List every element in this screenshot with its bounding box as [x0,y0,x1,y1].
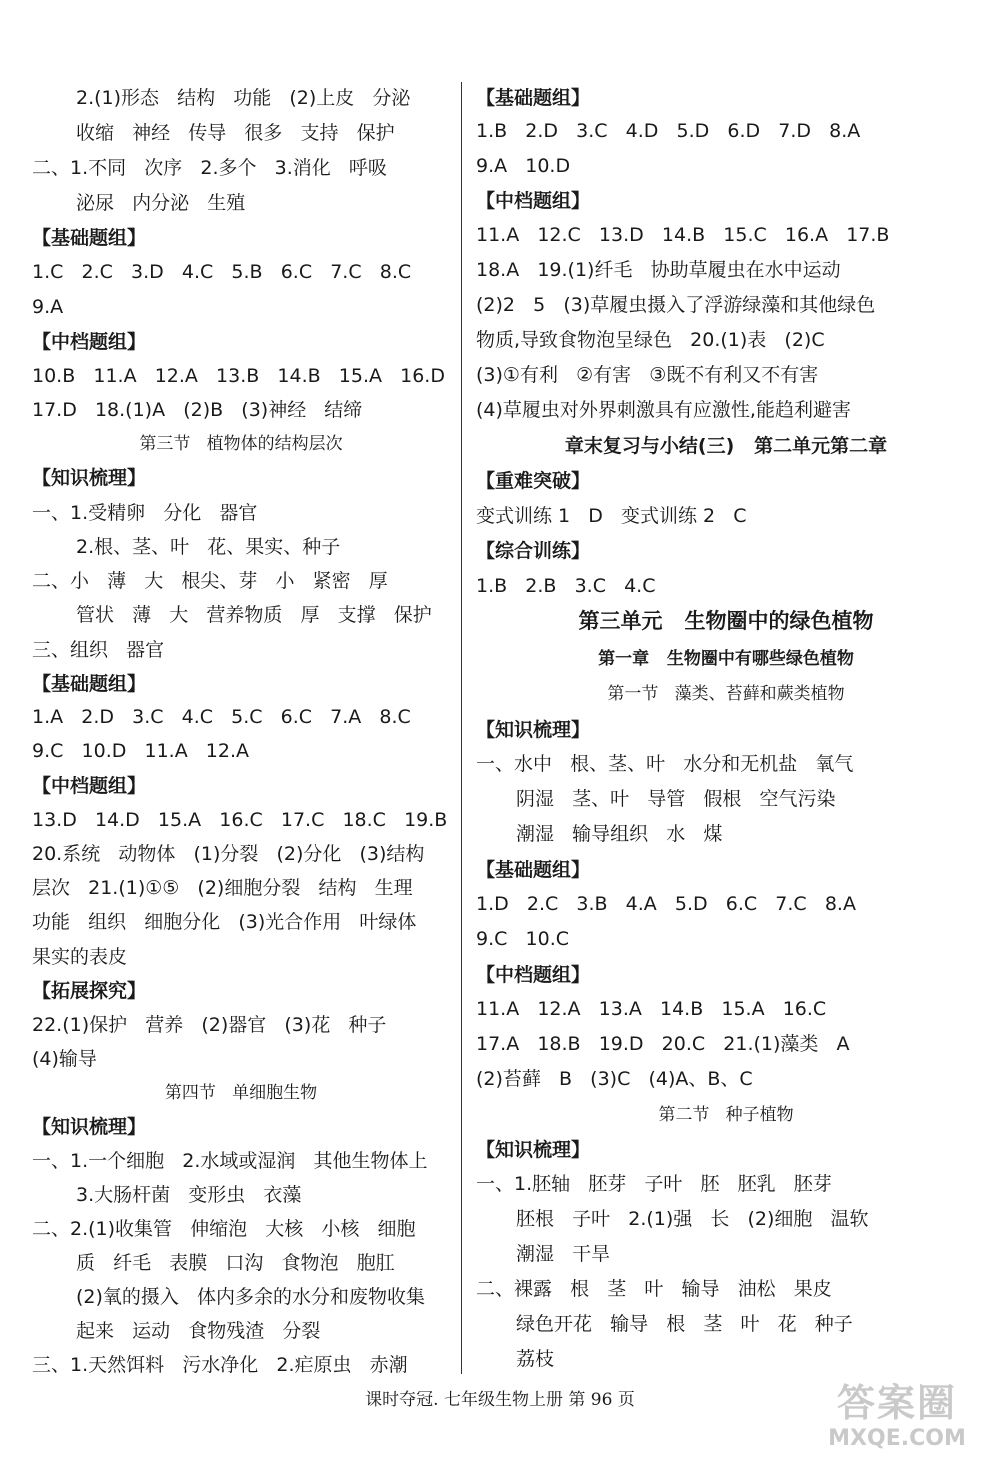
answer-line: 一、1.胚轴 胚芽 子叶 胚 胚乳 胚芽 [476,1173,832,1195]
answer-line: 9.C 10.D 11.A 12.A [32,740,250,762]
section-label: 【基础题组】 [476,87,591,109]
section-heading: 第四节 单细胞生物 [164,1083,318,1103]
answer-line: 变式训练 1 D 变式训练 2 C [476,505,747,527]
section-label: 【知识梳理】 [476,719,591,741]
answer-line: 二、1.不同 次序 2.多个 3.消化 呼吸 [32,157,387,179]
page-footer: 课时夺冠. 七年级生物上册 第 96 页 [365,1390,635,1410]
section-label: 【知识梳理】 [32,1116,147,1138]
answer-line: 20.系统 动物体 (1)分裂 (2)分化 (3)结构 [32,843,425,865]
answer-line: 11.A 12.A 13.A 14.B 15.A 16.C [476,998,827,1020]
unit-heading: 第三单元 生物圈中的绿色植物 [578,609,874,633]
watermark-text: 答案圈 [836,1381,957,1425]
answer-line: 二、2.(1)收集管 伸缩泡 大核 小核 细胞 [32,1218,416,1240]
answer-line: (2)2 5 (3)草履虫摄入了浮游绿藻和其他绿色 [476,294,876,316]
section-label: 【中档题组】 [32,775,147,797]
answer-line: 物质,导致食物泡呈绿色 20.(1)表 (2)C [476,329,825,351]
section-label: 【重难突破】 [476,470,591,492]
section-label: 【知识梳理】 [476,1139,591,1161]
answer-line: 11.A 12.C 13.D 14.B 15.C 16.A 17.B [476,224,890,246]
chapter-heading: 第一章 生物圈中有哪些绿色植物 [598,649,854,669]
answer-line: 1.B 2.B 3.C 4.C [476,575,656,597]
answer-line: 18.A 19.(1)纤毛 协助草履虫在水中运动 [476,259,841,281]
section-label: 【中档题组】 [32,331,147,353]
section-label: 【基础题组】 [476,859,591,881]
answer-line: 泌尿 内分泌 生殖 [76,192,246,214]
answer-line: 22.(1)保护 营养 (2)器官 (3)花 种子 [32,1014,387,1036]
section-label: 【综合训练】 [476,540,591,562]
answer-line: (4)草履虫对外界刺激具有应激性,能趋利避害 [476,399,851,421]
answer-line: 一、水中 根、茎、叶 水分和无机盐 氧气 [476,753,854,775]
answer-line: 1.B 2.D 3.C 4.D 5.D 6.D 7.D 8.A [476,120,861,142]
answer-line: 绿色开花 输导 根 茎 叶 花 种子 [516,1313,853,1335]
answer-line: 1.C 2.C 3.D 4.C 5.B 6.C 7.C 8.C [32,261,412,283]
answer-line: 9.A [32,296,64,318]
answer-line: 功能 组织 细胞分化 (3)光合作用 叶绿体 [32,911,417,933]
answer-line: 潮湿 输导组织 水 煤 [516,823,723,845]
answer-line: 17.D 18.(1)A (2)B (3)神经 结缔 [32,399,363,421]
answer-line: 2.(1)形态 结构 功能 (2)上皮 分泌 [76,87,411,109]
chapter-review-heading: 章末复习与小结(三) 第二单元第二章 [564,435,888,457]
answer-line: (2)氧的摄入 体内多余的水分和废物收集 [76,1286,426,1308]
section-label: 【拓展探究】 [32,980,147,1002]
section-label: 【知识梳理】 [32,467,147,489]
answer-line: 二、裸露 根 茎 叶 输导 油松 果皮 [476,1278,832,1300]
section-label: 【中档题组】 [476,190,591,212]
answer-line: 10.B 11.A 12.A 13.B 14.B 15.A 16.D [32,365,445,387]
answer-line: 1.A 2.D 3.C 4.C 5.C 6.C 7.A 8.C [32,706,411,728]
answer-line: 9.C 10.C [476,928,569,950]
answer-line: 3.大肠杆菌 变形虫 衣藻 [76,1184,302,1206]
answer-line: 阴湿 茎、叶 导管 假根 空气污染 [516,788,836,810]
answer-line: (3)①有利 ②有害 ③既不有利又不有害 [476,364,819,386]
section-heading: 第三节 植物体的结构层次 [139,434,343,454]
answer-line: 果实的表皮 [32,946,128,968]
answer-line: (2)苔藓 B (3)C (4)A、B、C [476,1068,753,1090]
answer-line: 9.A 10.D [476,155,571,177]
watermark-url: MXQE.COM [828,1426,966,1451]
answer-line: 三、1.天然饵料 污水净化 2.疟原虫 赤潮 [32,1354,408,1376]
column-divider [461,82,462,1374]
answer-line: 17.A 18.B 19.D 20.C 21.(1)藻类 A [476,1033,850,1055]
section-label: 【中档题组】 [476,964,591,986]
watermark-logo [822,1380,972,1460]
answer-line: 2.根、茎、叶 花、果实、种子 [76,536,341,558]
section-label: 【基础题组】 [32,673,147,695]
answer-line: 二、小 薄 大 根尖、芽 小 紧密 厚 [32,570,388,592]
answer-line: 一、1.受精卵 分化 器官 [32,502,258,524]
answer-line: 收缩 神经 传导 很多 支持 保护 [76,122,395,144]
answer-line: 管状 薄 大 营养物质 厚 支撑 保护 [76,604,432,626]
answer-line: 层次 21.(1)①⑤ (2)细胞分裂 结构 生理 [32,877,413,899]
section-label: 【基础题组】 [32,227,147,249]
answer-line: 质 纤毛 表膜 口沟 食物泡 胞肛 [76,1252,395,1274]
section-heading: 第一节 藻类、苔藓和蕨类植物 [607,684,845,704]
answer-line: 1.D 2.C 3.B 4.A 5.D 6.C 7.C 8.A [476,893,856,915]
answer-line: (4)输导 [32,1048,97,1070]
answer-line: 13.D 14.D 15.A 16.C 17.C 18.C 19.B [32,809,448,831]
answer-line: 胚根 子叶 2.(1)强 长 (2)细胞 温软 [516,1208,869,1230]
answer-line: 起来 运动 食物残渣 分裂 [76,1320,321,1342]
answer-line: 荔枝 [516,1348,555,1370]
answer-line: 三、组织 器官 [32,639,165,661]
answer-line: 一、1.一个细胞 2.水域或湿润 其他生物体上 [32,1150,428,1172]
section-heading: 第二节 种子植物 [658,1105,794,1125]
answer-line: 潮湿 干旱 [516,1243,611,1265]
